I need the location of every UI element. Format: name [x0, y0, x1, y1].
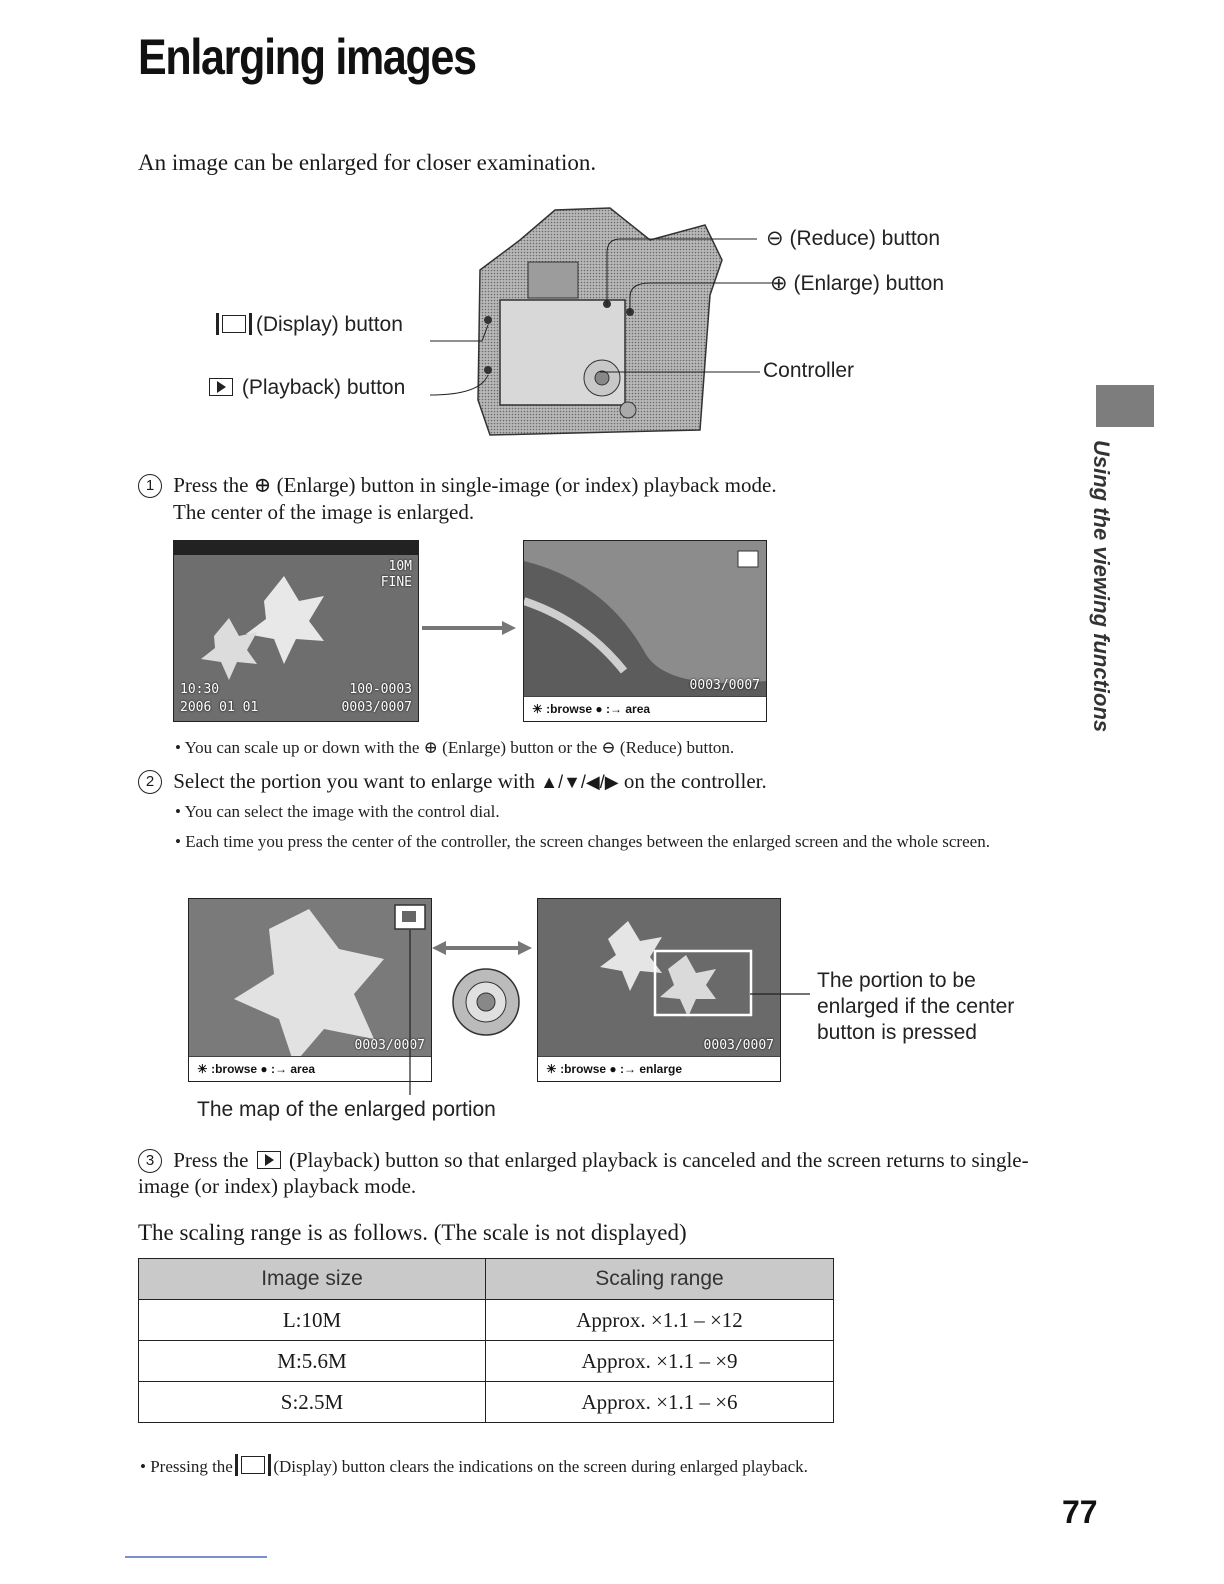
table-row — [139, 1341, 834, 1382]
step-1: 1 Press the ⊕ (Enlarge) button in single-image (or index) playback mode. — [138, 472, 1038, 498]
page-title: Enlarging images — [138, 29, 476, 85]
column-header: Scaling range — [486, 1259, 834, 1300]
column-header: Image size — [139, 1259, 486, 1300]
step-2: 2 Select the portion you want to enlarge with ▲/▼/◀/▶ on the controller. — [138, 768, 1038, 795]
table-cell: L:10M — [139, 1300, 486, 1341]
screen-enlarged: 0003/0007 ☀ :browse ● :→ area — [523, 540, 767, 722]
enlarge-icon: ⊕ — [423, 738, 438, 757]
callout-lines — [420, 225, 780, 410]
map-callout: The map of the enlarged portion — [197, 1098, 496, 1121]
step-number: 2 — [138, 770, 162, 794]
bottom-rule — [125, 1556, 267, 1558]
enlarge-callout: ⊕ (Enlarge) button — [770, 272, 945, 295]
screen-single-image: 10M FINE 10:30 2006 01 01 100-0003 0003/0007 — [173, 540, 419, 722]
reduce-icon: ⊖ — [766, 227, 784, 250]
step-2-bullet-2: • Each time you press the center of the controller, the screen changes between the enlarged screen and the whole screen. — [175, 832, 990, 851]
portion-callout: The portion to be enlarged if the center button is pressed — [817, 969, 1015, 1044]
scaling-intro: The scaling range is as follows. (The scale is not displayed) — [138, 1220, 687, 1245]
reduce-icon: ⊖ — [601, 738, 616, 757]
table-cell: S:2.5M — [139, 1382, 486, 1423]
table-cell: Approx. ×1.1 – ×6 — [486, 1382, 834, 1423]
enlarge-icon: ⊕ — [770, 272, 788, 295]
scaling-table — [138, 1258, 834, 1423]
step-1-sub: The center of the image is enlarged. — [173, 500, 475, 524]
table-cell: Approx. ×1.1 – ×9 — [486, 1341, 834, 1382]
playback-callout: (Playback) button — [206, 376, 405, 400]
step-2-leader-lines — [400, 920, 820, 1100]
controller-callout: Controller — [763, 359, 855, 382]
table-row — [139, 1300, 834, 1341]
enlarge-icon: ⊕ — [253, 473, 272, 497]
playback-button-icon — [257, 1151, 281, 1169]
step-2-bullet-1: • You can select the image with the control dial. — [175, 802, 500, 821]
table-row — [139, 1382, 834, 1423]
display-callout: (Display) button — [218, 313, 403, 337]
playback-button-icon — [209, 378, 233, 396]
step-number: 1 — [138, 474, 162, 498]
reduce-callout: ⊖ (Reduce) button — [766, 227, 941, 250]
table-cell: M:5.6M — [139, 1341, 486, 1382]
step-number: 3 — [138, 1149, 162, 1173]
screen-whole: 0003/0007 ☀ :browse ● :→ enlarge — [537, 898, 781, 1082]
direction-arrows: ▲/▼/◀/▶ — [540, 772, 619, 792]
table-cell: Approx. ×1.1 – ×12 — [486, 1300, 834, 1341]
section-tab-label: Using the viewing functions — [1089, 440, 1114, 733]
step-1-bullet: • You can scale up or down with the ⊕ (Enlarge) button or the ⊖ (Reduce) button. — [175, 738, 735, 757]
page-number: 77 — [1062, 1494, 1098, 1530]
section-tab-marker — [1096, 385, 1154, 427]
table-header-row — [139, 1259, 834, 1300]
step-3: 3 Press the (Playback) button so that enlarged playback is canceled and the screen returns to single-image (or index) playback mode. — [138, 1148, 1029, 1198]
display-button-icon — [222, 315, 246, 333]
display-button-icon — [241, 1456, 265, 1474]
screen-map: 0003/0007 ☀ :browse ● :→ area — [188, 898, 432, 1082]
arrow-right-icon — [420, 618, 520, 638]
footnote: • Pressing the (Display) button clears the indications on the screen during enlarged playback. — [140, 1457, 808, 1476]
intro-text: An image can be enlarged for closer examination. — [138, 150, 597, 175]
